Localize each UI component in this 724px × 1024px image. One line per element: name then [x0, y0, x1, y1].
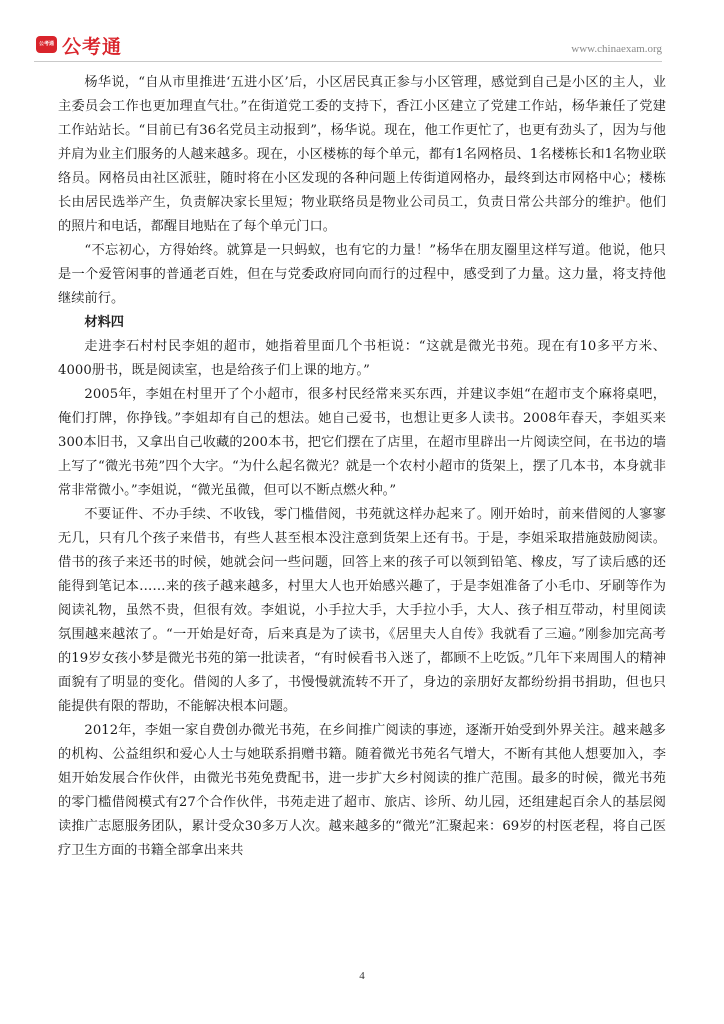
- logo-badge: 公考通: [36, 36, 57, 53]
- paragraph: “不忘初心，方得始终。就算是一只蚂蚁，也有它的力量！”杨华在朋友圈里这样写道。他说，他只是一个爱管闲事的普通老百姓，但在与党委政府同向而行的过程中，感受到了力量。这力量，将支持他继续前行。: [58, 243, 666, 306]
- paragraph: 2012年，李姐一家自费创办微光书苑，在乡间推广阅读的事迹，逐渐开始受到外界关注。越来越多的机构、公益组织和爱心人士与她联系捐赠书籍。随着微光书苑名气增大，不断有其他人想要加入，李姐开始发展合作伙伴，由微光书苑免费配书，进一步扩大乡村阅读的推广范围。最多的时候，微光书苑的零门槛借阅模式有27个合作伙伴，书苑走进了超市、旅店、诊所、幼儿园，还组建起百余人的基层阅读推广志愿服务团队，累计受众30多万人次。越来越多的“微光”汇聚起来：69岁的村医老程，将自己医疗卫生方面的书籍全部拿出来共: [58, 723, 666, 858]
- paragraph: 杨华说，“自从市里推进‘五进小区’后，小区居民真正参与小区管理，感觉到自己是小区的主人，业主委员会工作也更加理直气壮。”在街道党工委的支持下，香江小区建立了党建工作站，杨华兼任了党建工作站站长。“目前已有36名党员主动报到”，杨华说。现在，他工作更忙了，也更有劲头了，因为与他并肩为业主们服务的人越来越多。现在，小区楼栋的每个单元，都有1名网格员、1名楼栋长和1名物业联络员。网格员由社区派驻，随时将在小区发现的各种问题上传街道网格办，最终到达市网格中心；楼栋长由居民选举产生，负责解决家长里短；物业联络员是物业公司员工，负责日常公共部分的维护。他们的照片和电话，都醒目地贴在了每个单元门口。: [58, 75, 666, 234]
- header-divider: [34, 61, 662, 62]
- paragraph: 走进李石村村民李姐的超市，她指着里面几个书柜说：“这就是微光书苑。现在有10多平方米、4000册书，既是阅读室，也是给孩子们上课的地方。”: [58, 339, 666, 378]
- paragraph: 2005年，李姐在村里开了个小超市，很多村民经常来买东西，并建议李姐“在超市支个麻将桌吧，俺们打牌，你挣钱。”李姐却有自己的想法。她自己爱书，也想让更多人读书。2008年春天，李姐买来300本旧书，又拿出自己收藏的200本书，把它们摆在了店里，在超市里辟出一片阅读空间，在书边的墙上写了“微光书苑”四个大字。“为什么起名微光？就是一个农村小超市的货架上，摆了几本书，本身就非常非常微小。”李姐说，“微光虽微，但可以不断点燃火种。”: [58, 387, 666, 498]
- logo-text: 公考通: [62, 36, 123, 58]
- site-url[interactable]: www.chinaexam.org: [571, 43, 662, 55]
- paragraph: 不要证件、不办手续、不收钱，零门槛借阅，书苑就这样办起来了。刚开始时，前来借阅的人寥寥无几，只有几个孩子来借书，有些人甚至根本没注意到货架上还有书。于是，李姐采取措施鼓励阅读。借书的孩子来还书的时候，她就会问一些问题，回答上来的孩子可以领到铅笔、橡皮，写了读后感的还能得到笔记本……来的孩子越来越多，村里大人也开始感兴趣了，于是李姐准备了小毛巾、牙刷等作为阅读礼物，虽然不贵，但很有效。李姐说，小手拉大手，大手拉小手，大人、孩子相互带动，村里阅读氛围越来越浓了。“一开始是好奇，后来真是为了读书，《居里夫人自传》我就看了三遍。”刚参加完高考的19岁女孩小梦是微光书苑的第一批读者，“有时候看书入迷了，都顾不上吃饭。”几年下来周围人的精神面貌有了明显的变化。借阅的人多了，书慢慢就流转不开了，身边的亲朋好友都纷纷捐书捐助，但也只能提供有限的帮助，不能解决根本问题。: [58, 507, 666, 714]
- section-title: 材料四: [84, 315, 124, 330]
- page-number: 4: [359, 970, 365, 982]
- document-body: [58, 71, 666, 863]
- page-header: [34, 34, 662, 64]
